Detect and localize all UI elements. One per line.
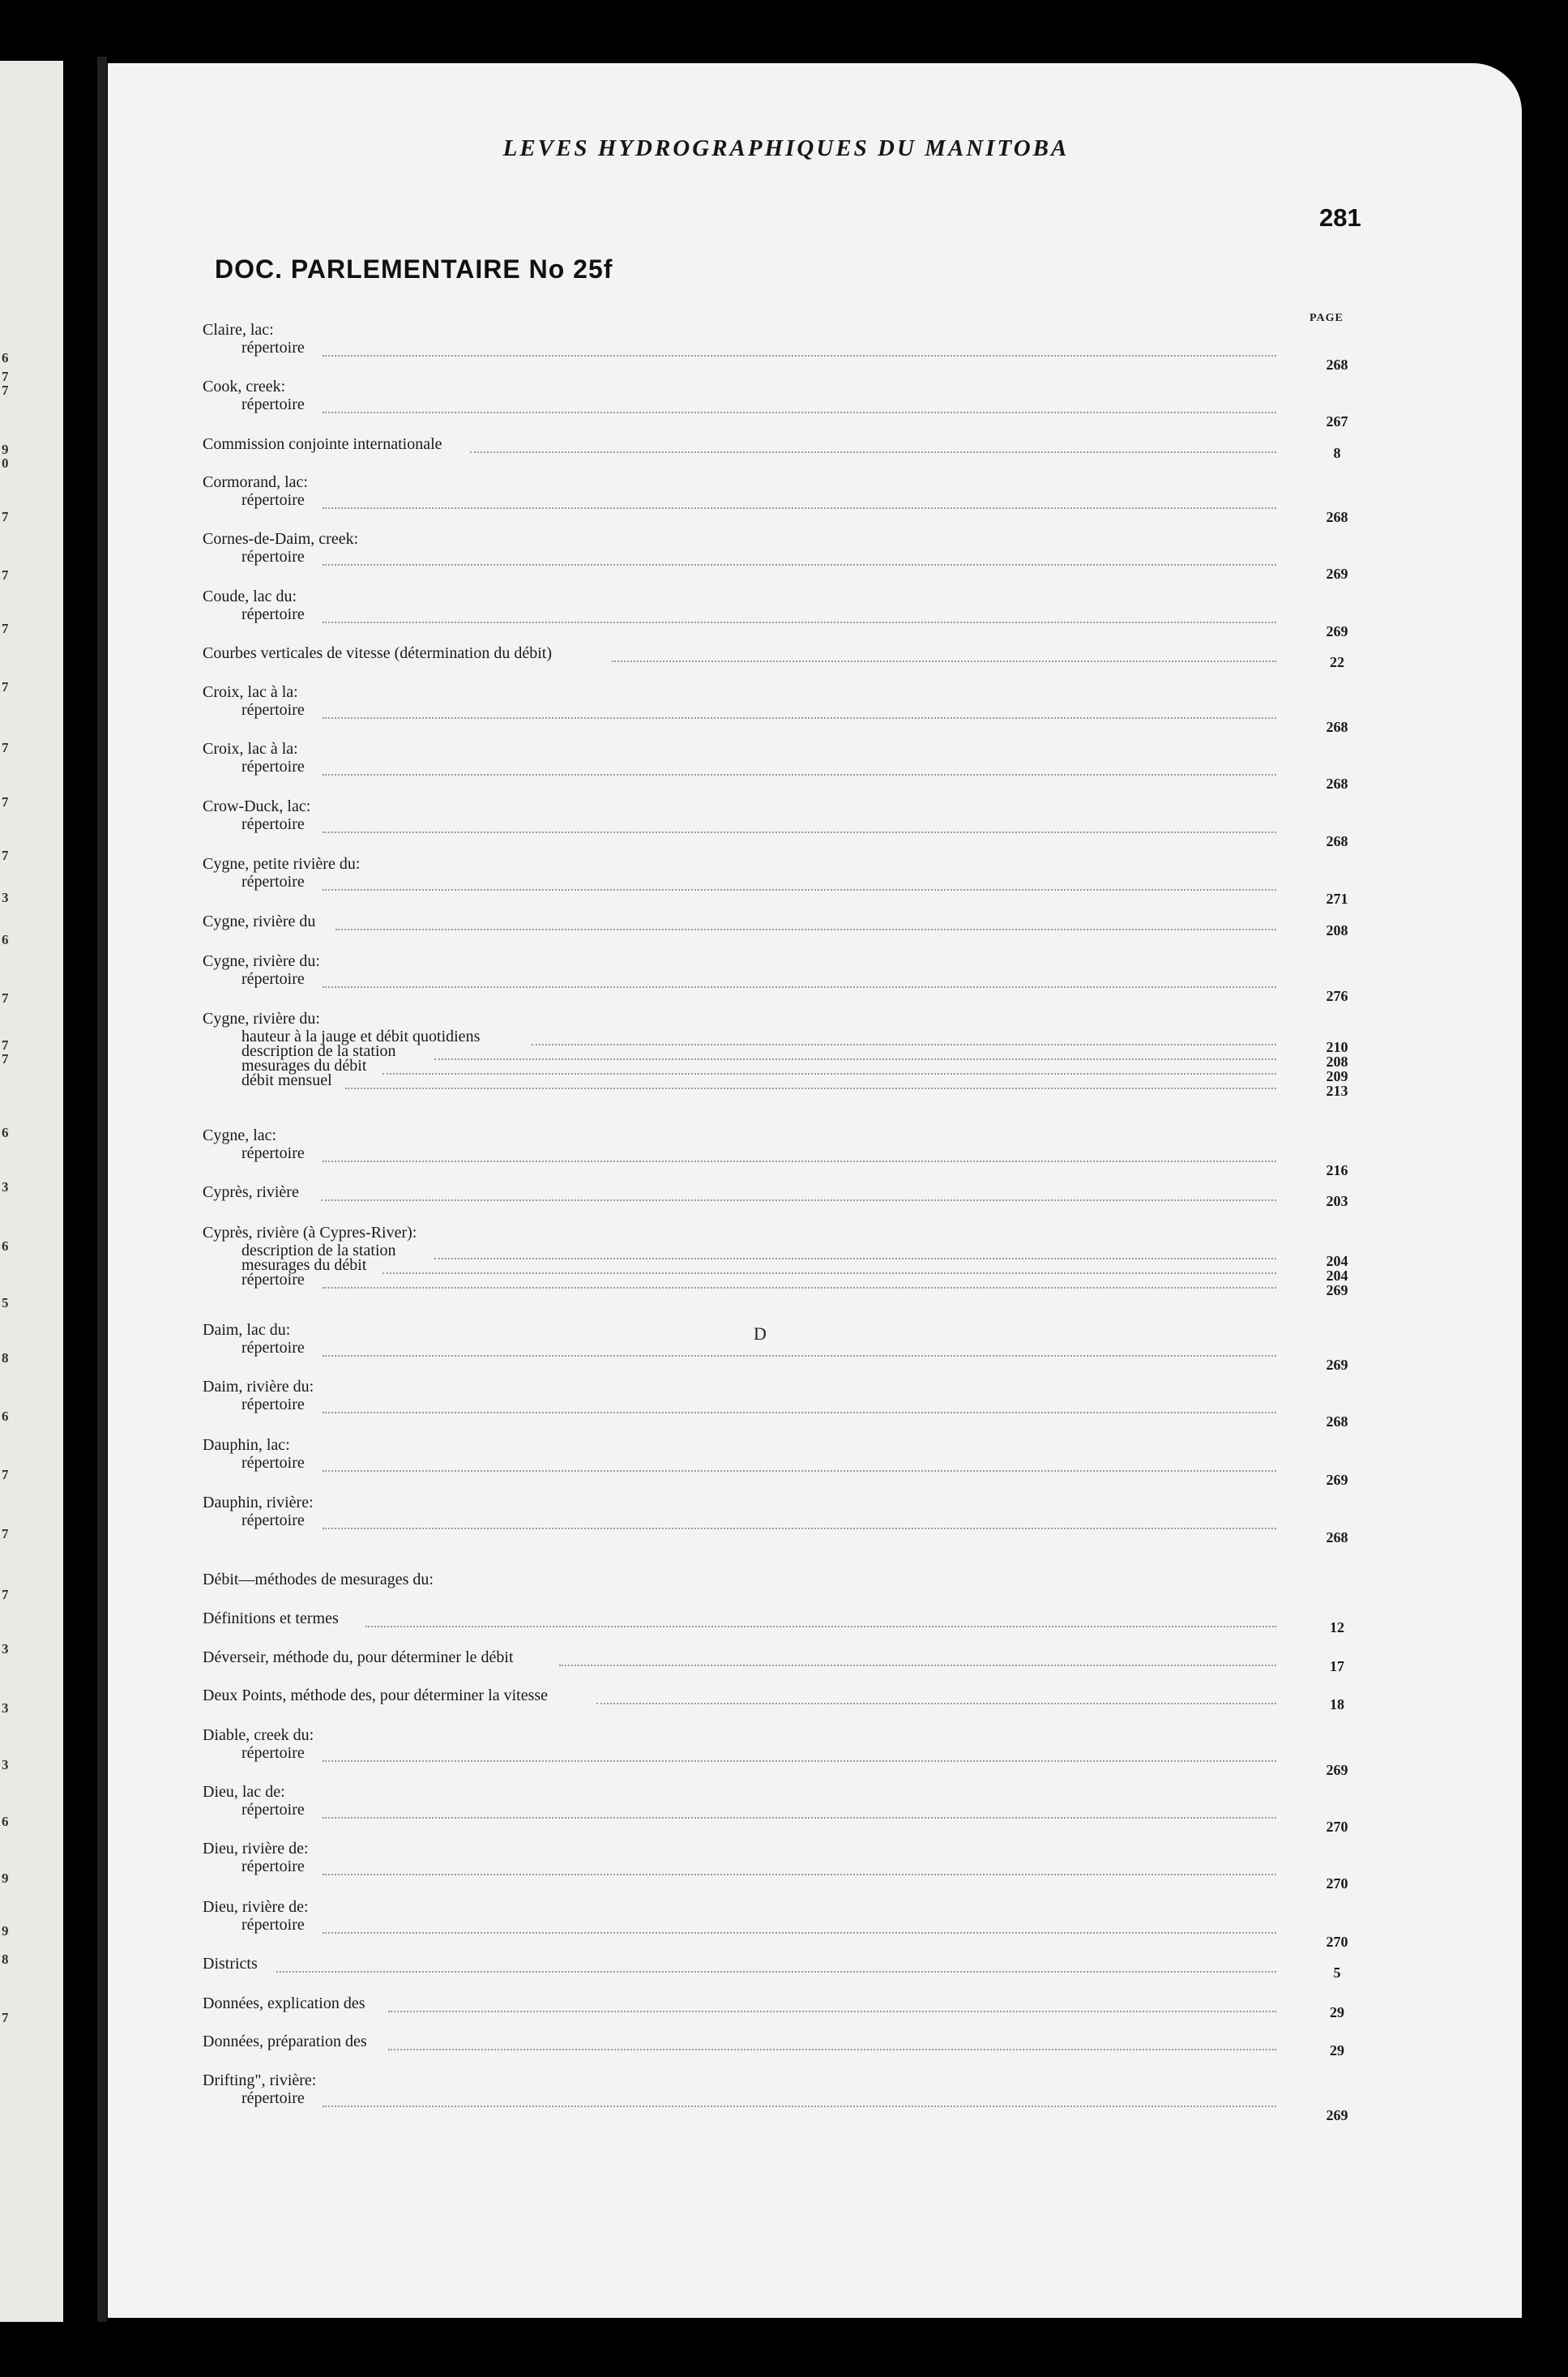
index-entry-title: Coude, lac du: (203, 588, 297, 605)
index-entry-title: Diable, creek du: (203, 1726, 314, 1744)
dot-leader (321, 1199, 1276, 1201)
dot-leader (323, 564, 1276, 566)
page-ref: 268 (1326, 833, 1348, 849)
dot-leader (434, 1258, 1276, 1259)
margin-numeral: 7 (2, 740, 9, 755)
index-entry-title: Cook, creek: (203, 378, 286, 395)
page-ref: 203 (1326, 1193, 1348, 1209)
page-number: 281 (1319, 203, 1361, 232)
dot-leader (323, 1760, 1276, 1762)
dot-leader (335, 929, 1276, 930)
margin-numeral: 7 (2, 1037, 9, 1053)
dot-leader (388, 2011, 1276, 2012)
page-ref: 269 (1326, 1472, 1348, 1488)
margin-numeral: 0 (2, 455, 9, 471)
page-ref: 8 (1333, 445, 1341, 461)
page-ref: 208 (1326, 922, 1348, 938)
index-entry-title: Commission conjointe internationale (203, 435, 442, 453)
index-entry-title: Cyprès, rivière (203, 1183, 299, 1201)
index-entry-title: Cyprès, rivière (à Cypres-River): (203, 1224, 417, 1242)
dot-leader (323, 1355, 1276, 1357)
margin-numeral: 6 (2, 1409, 9, 1424)
running-title: LEVES HYDROGRAPHIQUES DU MANITOBA (502, 135, 1070, 161)
dot-leader (323, 412, 1276, 413)
margin-numeral: 6 (2, 1125, 9, 1140)
dot-leader (323, 717, 1276, 719)
index-subentry: répertoire (241, 1858, 305, 1875)
index-subentry: répertoire (241, 1801, 305, 1819)
dot-leader (323, 1817, 1276, 1819)
index-entry-title: Cygne, rivière du: (203, 952, 320, 970)
dot-leader (323, 832, 1276, 833)
index-entry-title: Données, préparation des (203, 2033, 367, 2050)
index-subentry: répertoire (241, 548, 305, 566)
page-ref: 12 (1330, 1619, 1344, 1635)
index-subentry: répertoire (241, 491, 305, 509)
page-edge (97, 57, 107, 2322)
margin-numeral: 3 (2, 1700, 9, 1716)
margin-numeral: 6 (2, 1238, 9, 1254)
margin-numeral: 7 (2, 621, 9, 636)
section-letter: D (754, 1323, 767, 1344)
page-ref: 269 (1326, 566, 1348, 582)
page-ref: 269 (1326, 623, 1348, 639)
index-subentry: débit mensuel (241, 1071, 332, 1089)
index-entry-title: Cormorand, lac: (203, 473, 308, 491)
page-ref: 29 (1330, 2042, 1344, 2058)
index-entry-title: Définitions et termes (203, 1610, 339, 1627)
index-entry-title: Deux Points, méthode des, pour déterminer la vitesse (203, 1687, 549, 1704)
page-ref: 268 (1326, 776, 1348, 792)
index-subentry: description de la station (241, 1042, 396, 1060)
index-subentry: répertoire (241, 815, 305, 833)
margin-numeral: 7 (2, 990, 9, 1006)
dot-leader (323, 507, 1276, 509)
page-ref: 268 (1326, 509, 1348, 525)
margin-numeral: 7 (2, 1587, 9, 1602)
dot-leader (323, 889, 1276, 891)
index-subentry: répertoire (241, 701, 305, 719)
index-entry-title: Courbes verticales de vitesse (détermination du débit) (203, 644, 552, 662)
dot-leader (470, 451, 1276, 453)
dot-leader (323, 986, 1276, 988)
index-entry-title: Dieu, rivière de: (203, 1840, 309, 1858)
dot-leader (532, 1044, 1276, 1045)
index-subentry: répertoire (241, 873, 305, 891)
page-column-header: PAGE (1310, 312, 1344, 324)
margin-numeral: 7 (2, 567, 9, 583)
dot-leader (323, 1932, 1276, 1934)
index-entry-title: Données, explication des (203, 1994, 365, 2012)
dot-leader (323, 622, 1276, 623)
margin-numeral: 7 (2, 369, 9, 384)
margin-numeral: 7 (2, 509, 9, 524)
index-subentry: répertoire (241, 2089, 305, 2107)
margin-numeral: 7 (2, 1467, 9, 1482)
index-subentry: répertoire (241, 1339, 305, 1357)
margin-numeral: 9 (2, 1923, 9, 1939)
index-entry-title: Daim, rivière du: (203, 1378, 314, 1396)
page-ref: 270 (1326, 1875, 1348, 1892)
dot-leader (323, 2106, 1276, 2107)
index-entry-title: Croix, lac à la: (203, 740, 298, 758)
index-subentry: répertoire (241, 605, 305, 623)
scanned-page (108, 63, 1522, 2318)
page-ref: 208 (1326, 1054, 1348, 1070)
page-ref: 270 (1326, 1934, 1348, 1950)
page-ref: 267 (1326, 413, 1348, 430)
index-entry-title: Daim, lac du: (203, 1321, 291, 1339)
dot-leader (323, 355, 1276, 357)
dot-leader (434, 1058, 1276, 1060)
margin-numeral: 7 (2, 794, 9, 810)
index-entry-title: Croix, lac à la: (203, 683, 298, 701)
page-ref: 269 (1326, 1282, 1348, 1298)
dot-leader (382, 1272, 1276, 1274)
index-subentry: répertoire (241, 1396, 305, 1413)
page-ref: 17 (1330, 1658, 1344, 1674)
margin-numeral: 9 (2, 442, 9, 457)
page-ref: 5 (1333, 1964, 1341, 1981)
page-ref: 269 (1326, 1762, 1348, 1778)
page-ref: 210 (1326, 1039, 1348, 1055)
index-subentry: répertoire (241, 1916, 305, 1934)
index-subentry: répertoire (241, 1454, 305, 1472)
margin-numeral: 3 (2, 1641, 9, 1657)
margin-numeral: 7 (2, 848, 9, 863)
previous-page-strip (0, 61, 63, 2322)
dot-leader (612, 661, 1276, 662)
page-ref: 276 (1326, 988, 1348, 1004)
index-entry-title: Cygne, rivière du (203, 913, 316, 930)
page-ref: 269 (1326, 1357, 1348, 1373)
index-subentry: répertoire (241, 1511, 305, 1529)
page-ref: 268 (1326, 1413, 1348, 1430)
page-ref: 18 (1330, 1696, 1344, 1712)
margin-numeral: 7 (2, 2010, 9, 2025)
index-entry-title: Cygne, lac: (203, 1127, 277, 1144)
index-entry-title: Cornes-de-Daim, creek: (203, 530, 359, 548)
margin-numeral: 5 (2, 1295, 9, 1310)
margin-numeral: 6 (2, 1814, 9, 1829)
index-entry-title: Cygne, petite rivière du: (203, 855, 361, 873)
margin-numeral: 7 (2, 1526, 9, 1541)
dot-leader (559, 1665, 1276, 1666)
dot-leader (323, 1412, 1276, 1413)
dot-leader (596, 1703, 1276, 1704)
index-subentry: répertoire (241, 1271, 305, 1289)
dot-leader (276, 1971, 1276, 1973)
index-entry-title: Déverseir, méthode du, pour déterminer le débit (203, 1648, 514, 1666)
index-entry-title: Dauphin, lac: (203, 1436, 290, 1454)
margin-numeral: 6 (2, 350, 9, 366)
page-ref: 268 (1326, 1529, 1348, 1545)
page-ref: 269 (1326, 2107, 1348, 2123)
index-subentry: répertoire (241, 1744, 305, 1762)
index-subentry: répertoire (241, 758, 305, 776)
page-ref: 204 (1326, 1253, 1348, 1269)
margin-numeral: 7 (2, 383, 9, 398)
index-subentry: répertoire (241, 970, 305, 988)
margin-numeral: 7 (2, 679, 9, 695)
dot-leader (382, 1073, 1276, 1075)
index-entry-title: Cygne, rivière du: (203, 1010, 320, 1028)
index-subentry: description de la station (241, 1242, 396, 1259)
page-ref: 209 (1326, 1068, 1348, 1084)
margin-numeral: 3 (2, 890, 9, 905)
margin-numeral: 8 (2, 1952, 9, 1967)
document-label: DOC. PARLEMENTAIRE No 25f (215, 254, 613, 284)
page-ref: 204 (1326, 1268, 1348, 1284)
dot-leader (323, 1161, 1276, 1162)
dot-leader (323, 1470, 1276, 1472)
index-subentry: hauteur à la jauge et débit quotidiens (241, 1028, 481, 1045)
dot-leader (365, 1626, 1276, 1627)
index-subentry: mesurages du débit (241, 1256, 367, 1274)
margin-numeral: 8 (2, 1350, 9, 1366)
index-subentry: mesurages du débit (241, 1057, 367, 1075)
dot-leader (388, 2049, 1276, 2050)
page-ref: 213 (1326, 1083, 1348, 1099)
margin-numeral: 7 (2, 1051, 9, 1067)
page-ref: 22 (1330, 654, 1344, 670)
index-entry-title: Crow-Duck, lac: (203, 797, 311, 815)
dot-leader (323, 774, 1276, 776)
page-ref: 268 (1326, 719, 1348, 735)
margin-numeral: 3 (2, 1757, 9, 1772)
page-ref: 29 (1330, 2004, 1344, 2020)
index-entry-title: Claire, lac: (203, 321, 274, 339)
margin-numeral: 9 (2, 1870, 9, 1886)
margin-numeral: 3 (2, 1179, 9, 1195)
index-subentry: répertoire (241, 339, 305, 357)
index-entry-title: Dieu, lac de: (203, 1783, 285, 1801)
index-entry-title: Dieu, rivière de: (203, 1898, 309, 1916)
page-ref: 271 (1326, 891, 1348, 907)
index-subentry: répertoire (241, 395, 305, 413)
page-ref: 216 (1326, 1162, 1348, 1178)
dot-leader (345, 1088, 1276, 1089)
index-entry-title: Dauphin, rivière: (203, 1494, 314, 1511)
margin-numeral: 6 (2, 932, 9, 947)
dot-leader (323, 1874, 1276, 1875)
dot-leader (323, 1528, 1276, 1529)
index-entry-title: Districts (203, 1955, 258, 1973)
page-ref: 270 (1326, 1819, 1348, 1835)
index-subentry: répertoire (241, 1144, 305, 1162)
index-entry-title: Débit—méthodes de mesurages du: (203, 1571, 434, 1588)
page-ref: 268 (1326, 357, 1348, 373)
index-entry-title: Drifting", rivière: (203, 2071, 317, 2089)
dot-leader (323, 1287, 1276, 1289)
